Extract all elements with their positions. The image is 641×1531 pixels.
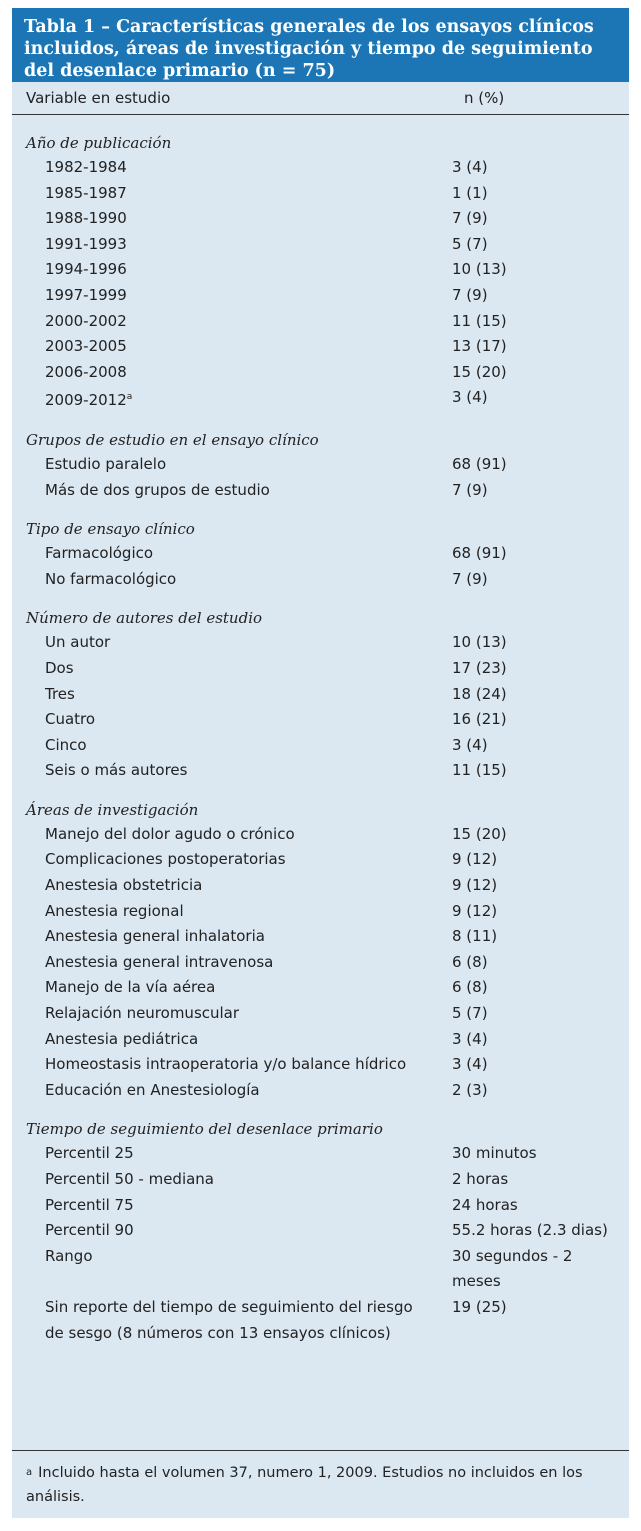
row-value: 5 (7) xyxy=(452,234,488,253)
row-label xyxy=(12,206,446,232)
row-value: 18 (24) xyxy=(452,684,507,703)
row-label xyxy=(12,899,446,925)
row-label xyxy=(12,567,446,593)
row-label-text: Anestesia pediátrica xyxy=(45,1029,199,1048)
row-label-text: Anestesia regional xyxy=(45,901,184,920)
row-value: 30 minutos xyxy=(452,1144,537,1163)
row-label-text: 2003-2005 xyxy=(45,337,127,356)
table-row xyxy=(12,283,629,309)
table-container xyxy=(12,8,629,1518)
table-row xyxy=(12,334,629,360)
row-label-text: Seis o más autores xyxy=(45,761,188,780)
section-title: Grupos de estudio en el ensayo clínico xyxy=(26,430,319,449)
row-label-text: 1988-1990 xyxy=(45,209,127,228)
row-label xyxy=(12,656,446,682)
row-label-text: Percentil 50 - mediana xyxy=(45,1170,214,1188)
row-label-text: Percentil 75 xyxy=(45,1195,134,1214)
row-label-text: Un autor xyxy=(45,633,111,652)
row-value: 3 (4) xyxy=(452,1055,488,1074)
table-row xyxy=(12,1078,629,1104)
row-label xyxy=(12,1295,446,1346)
row-value: 10 (13) xyxy=(452,260,507,279)
row-label xyxy=(12,478,446,504)
row-label-text: 2000-2002 xyxy=(45,311,127,330)
row-value: 19 (25) xyxy=(452,1297,507,1316)
table-row xyxy=(12,899,629,925)
row-label-text: Sin reporte del tiempo de seguimiento del riesgo de sesgo (8 números con 13 ensayos clínicos) xyxy=(45,1297,413,1342)
table-row xyxy=(12,873,629,899)
table-row xyxy=(12,847,629,873)
footnote-reference: a xyxy=(126,392,133,403)
table-row xyxy=(12,656,629,682)
row-label-text: 2009-2012 xyxy=(45,391,127,410)
row-label-text: Farmacológico xyxy=(45,544,154,563)
table-row xyxy=(12,452,629,478)
row-label-text: Percentil 25 xyxy=(45,1144,134,1163)
table-row xyxy=(12,1167,629,1193)
table-row xyxy=(12,1141,629,1167)
section-title: Tipo de ensayo clínico xyxy=(26,520,195,539)
row-label-text: Relajación neuromuscular xyxy=(45,1004,240,1023)
row-label-text: Estudio paralelo xyxy=(45,454,167,473)
row-label-text: Más de dos grupos de estudio xyxy=(45,480,270,499)
column-header-n: n (%) xyxy=(464,89,505,107)
row-label xyxy=(12,360,446,386)
row-value: 3 (4) xyxy=(452,735,488,754)
table-row xyxy=(12,541,629,567)
table-row xyxy=(12,1193,629,1219)
row-label xyxy=(12,707,446,733)
row-value: 10 (13) xyxy=(452,633,507,652)
table-row xyxy=(12,1218,629,1244)
table-row xyxy=(12,1001,629,1027)
table-row xyxy=(12,206,629,232)
row-label xyxy=(12,1218,446,1244)
row-label-text: 2006-2008 xyxy=(45,362,127,381)
row-label xyxy=(12,733,446,759)
row-value: 2 (3) xyxy=(452,1080,488,1099)
row-value: 9 (12) xyxy=(452,901,498,920)
row-label-text: Cuatro xyxy=(45,710,96,729)
table-caption: Tabla 1 – Características generales de los ensayos clínicos incluidos, áreas de investigación y tiempo de seguimiento del desenlace primario (n = 75) xyxy=(12,8,629,82)
row-label-text: Percentil 90 xyxy=(45,1221,134,1240)
row-label-text: Homeostasis intraoperatoria y/o balance hídrico xyxy=(45,1055,407,1074)
row-label-text: Complicaciones postoperatorias xyxy=(45,850,286,869)
row-label xyxy=(12,847,446,873)
row-label xyxy=(12,924,446,950)
row-value: 7 (9) xyxy=(452,285,488,304)
row-label-text: 1991-1993 xyxy=(45,234,127,253)
row-value: 3 (4) xyxy=(452,1029,488,1048)
table-row xyxy=(12,1295,629,1346)
row-label-text: Manejo de la vía aérea xyxy=(45,978,216,997)
table-section xyxy=(12,517,629,592)
table-row xyxy=(12,682,629,708)
row-label xyxy=(12,1027,446,1053)
footnote-text: Incluido hasta el volumen 37, numero 1, 2009. Estudios no incluidos en los análisis. xyxy=(26,1465,583,1505)
table-row xyxy=(12,478,629,504)
row-label xyxy=(12,1244,446,1295)
row-label-text: Manejo del dolor agudo o crónico xyxy=(45,824,295,843)
table-section xyxy=(12,428,629,503)
table-row xyxy=(12,567,629,593)
row-label-text: Anestesia general inhalatoria xyxy=(45,927,265,946)
row-label-text: Educación en Anestesiología xyxy=(45,1080,260,1099)
table-row xyxy=(12,822,629,848)
row-label xyxy=(12,822,446,848)
row-label-text: Tres xyxy=(45,684,75,703)
table-row xyxy=(12,155,629,181)
row-label-text: 1994-1996 xyxy=(45,260,127,279)
row-label xyxy=(12,1141,446,1167)
table-footnote xyxy=(12,1450,629,1518)
table-row xyxy=(12,309,629,335)
row-label xyxy=(12,155,446,181)
table-section xyxy=(12,606,629,784)
row-label xyxy=(12,682,446,708)
row-value: 9 (12) xyxy=(452,876,498,895)
column-header-row xyxy=(12,82,629,115)
row-value: 24 horas xyxy=(452,1195,518,1214)
table-section xyxy=(12,131,629,414)
row-value: 3 (4) xyxy=(452,388,488,407)
row-label-text: 1982-1984 xyxy=(45,158,127,176)
table-row xyxy=(12,924,629,950)
section-title: Tiempo de seguimiento del desenlace primario xyxy=(26,1120,383,1139)
row-value: 6 (8) xyxy=(452,952,488,971)
table-row xyxy=(12,257,629,283)
row-label xyxy=(12,257,446,283)
row-value: 30 segundos - 2 meses xyxy=(452,1246,573,1291)
row-value: 68 (91) xyxy=(452,454,507,473)
row-value: 15 (20) xyxy=(452,824,507,843)
row-value: 17 (23) xyxy=(452,658,507,677)
row-label-text: Dos xyxy=(45,658,74,677)
row-label xyxy=(12,975,446,1001)
row-label xyxy=(12,385,446,414)
table-row xyxy=(12,630,629,656)
row-value: 55.2 horas (2.3 dias) xyxy=(452,1221,608,1240)
table-section xyxy=(12,1117,629,1346)
row-value: 15 (20) xyxy=(452,362,507,381)
row-label xyxy=(12,334,446,360)
row-label-text: Cinco xyxy=(45,735,87,754)
row-label-text: 1985-1987 xyxy=(45,183,127,202)
section-title: Número de autores del estudio xyxy=(26,609,263,628)
row-label xyxy=(12,283,446,309)
row-value: 3 (4) xyxy=(452,158,488,176)
row-value: 7 (9) xyxy=(452,209,488,228)
table-section xyxy=(12,798,629,1104)
row-value: 8 (11) xyxy=(452,927,498,946)
row-label xyxy=(12,309,446,335)
table-row xyxy=(12,975,629,1001)
table-row xyxy=(12,950,629,976)
row-label xyxy=(12,758,446,784)
table-row xyxy=(12,733,629,759)
row-value: 11 (15) xyxy=(452,311,507,330)
row-value: 16 (21) xyxy=(452,710,507,729)
row-value: 13 (17) xyxy=(452,337,507,356)
table-row xyxy=(12,232,629,258)
row-label xyxy=(12,1001,446,1027)
column-header-variable: Variable en estudio xyxy=(26,89,171,107)
section-title: Año de publicación xyxy=(26,134,172,152)
row-label xyxy=(12,873,446,899)
row-label-text: Anestesia obstetricia xyxy=(45,876,203,895)
table-row xyxy=(12,360,629,386)
row-label xyxy=(12,232,446,258)
row-value: 2 horas xyxy=(452,1170,509,1188)
row-label xyxy=(12,1078,446,1104)
row-label xyxy=(12,181,446,207)
row-label xyxy=(12,1052,446,1078)
row-label xyxy=(12,630,446,656)
row-label-text: No farmacológico xyxy=(45,569,177,588)
table-row xyxy=(12,758,629,784)
row-value: 68 (91) xyxy=(452,544,507,563)
row-label xyxy=(12,1167,446,1193)
table-row xyxy=(12,1244,629,1295)
row-value: 6 (8) xyxy=(452,978,488,997)
table-row xyxy=(12,181,629,207)
section-title: Áreas de investigación xyxy=(26,800,199,819)
row-value: 7 (9) xyxy=(452,480,488,499)
table-body xyxy=(12,115,629,1346)
row-label xyxy=(12,541,446,567)
row-value: 9 (12) xyxy=(452,850,498,869)
table-row xyxy=(12,385,629,414)
row-label-text: 1997-1999 xyxy=(45,285,127,304)
footnote-mark: a xyxy=(26,1467,33,1478)
row-label-text: Anestesia general intravenosa xyxy=(45,952,274,971)
row-value: 11 (15) xyxy=(452,761,507,780)
row-label xyxy=(12,950,446,976)
row-value: 5 (7) xyxy=(452,1004,488,1023)
row-label xyxy=(12,1193,446,1219)
row-value: 1 (1) xyxy=(452,183,488,202)
row-label xyxy=(12,452,446,478)
row-value: 7 (9) xyxy=(452,569,488,588)
table-row xyxy=(12,1027,629,1053)
table-row xyxy=(12,707,629,733)
row-label-text: Rango xyxy=(45,1246,93,1265)
table-row xyxy=(12,1052,629,1078)
